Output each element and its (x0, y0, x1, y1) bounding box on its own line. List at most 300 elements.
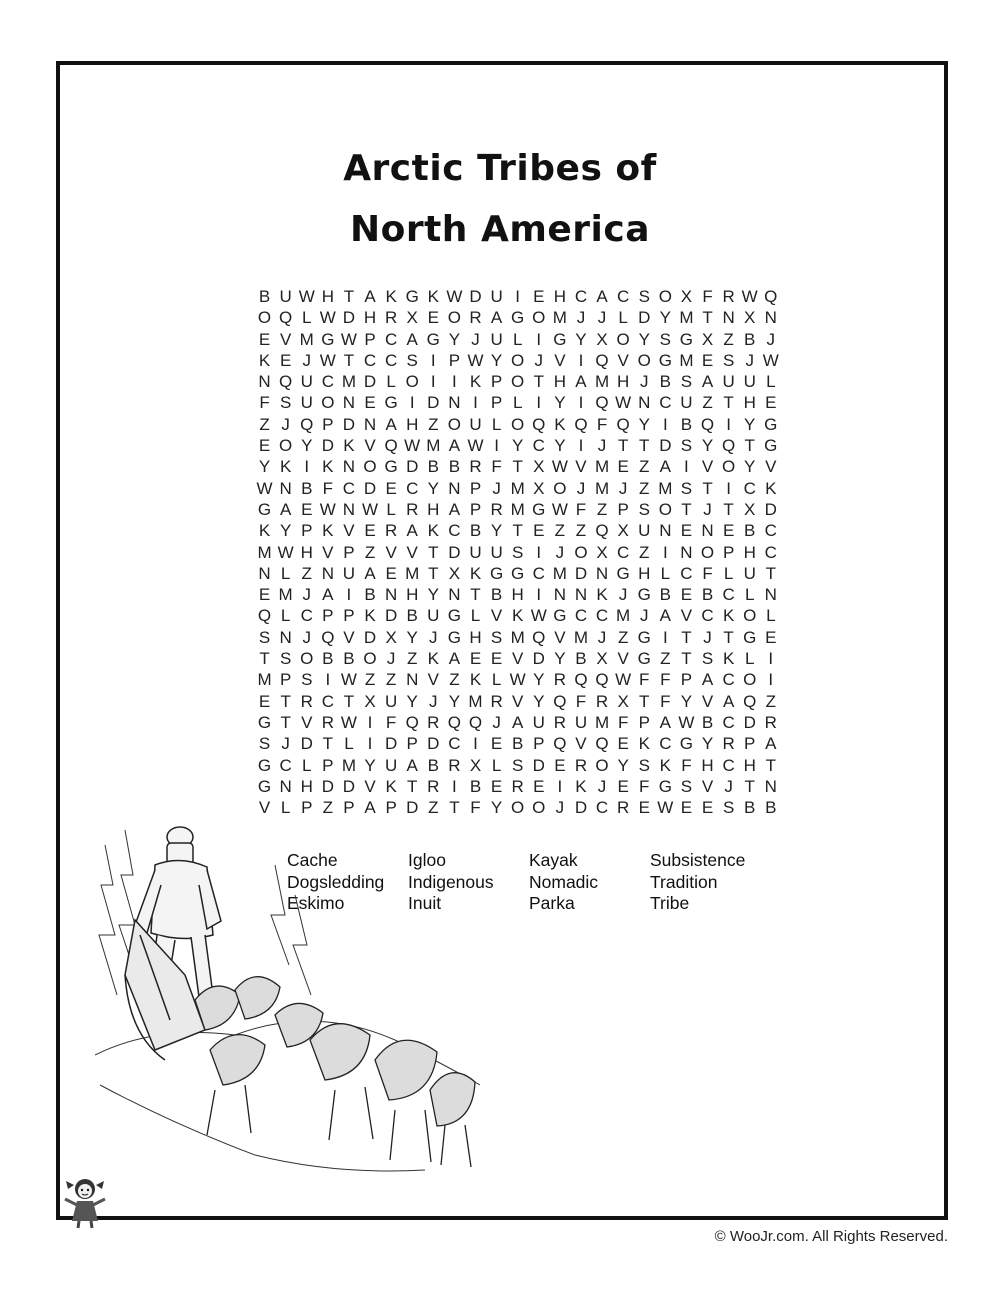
grid-letter: Y (744, 414, 756, 434)
grid-letter: G (679, 734, 694, 754)
grid-letter: V (490, 606, 503, 626)
grid-letter: V (322, 542, 334, 562)
grid-letter: R (406, 499, 419, 519)
grid-letter: X (469, 755, 482, 775)
grid-letter: P (322, 414, 334, 434)
grid-letter: W (319, 350, 336, 370)
grid-letter: P (744, 734, 756, 754)
grid-letter: M (573, 627, 589, 647)
grid-letter: U (427, 606, 440, 626)
grid-letter: E (258, 436, 271, 456)
grid-letter: U (469, 542, 482, 562)
grid-letter: C (532, 436, 545, 456)
grid-letter: U (384, 691, 398, 711)
grid-letter: W (615, 670, 632, 690)
grid-letter: H (406, 414, 419, 434)
grid-letter: M (594, 478, 610, 498)
grid-letter: C (574, 606, 588, 626)
grid-letter: G (447, 606, 461, 626)
grid-letter: M (616, 606, 631, 626)
grid-letter: T (639, 691, 650, 711)
grid-letter: L (491, 670, 502, 690)
grid-letter: T (723, 627, 734, 647)
grid-letter: C (659, 734, 672, 754)
grid-letter: J (471, 329, 480, 349)
grid-letter: J (703, 499, 712, 519)
grid-letter: J (597, 308, 607, 328)
grid-letter: G (405, 287, 419, 306)
grid-letter: K (638, 734, 650, 754)
grid-letter: G (764, 436, 778, 456)
grid-letter: C (448, 521, 461, 541)
grid-letter: D (427, 393, 440, 413)
grid-letter: O (300, 649, 314, 669)
grid-letter: H (553, 372, 566, 392)
grid-letter: M (405, 563, 420, 583)
grid-letter: A (765, 734, 777, 754)
grid-letter: B (406, 606, 418, 626)
grid-letter: C (743, 478, 756, 498)
grid-letter: U (743, 372, 756, 392)
grid-letter: T (723, 393, 734, 413)
word-list-item: Indigenous (408, 871, 494, 892)
grid-letter: I (430, 372, 436, 392)
grid-letter: Y (554, 436, 566, 456)
grid-letter: D (406, 798, 419, 818)
grid-letter: F (639, 776, 650, 796)
grid-letter: Y (301, 436, 313, 456)
grid-letter: G (553, 606, 567, 626)
grid-letter: I (662, 414, 668, 434)
grid-letter: D (743, 712, 756, 732)
word-list-item: Inuit (408, 893, 442, 913)
grid-letter: C (300, 606, 313, 626)
grid-letter: I (726, 478, 731, 498)
grid-letter: I (578, 350, 584, 370)
grid-letter: L (491, 414, 502, 434)
grid-row (254, 584, 781, 605)
grid-letter: G (257, 499, 272, 519)
grid-letter: M (299, 329, 314, 349)
grid-letter: J (576, 478, 586, 498)
grid-letter: L (386, 372, 396, 392)
grid-letter: O (321, 393, 335, 413)
grid-row (254, 435, 781, 456)
grid-letter: W (509, 670, 526, 690)
grid-letter: D (363, 372, 377, 392)
grid-letter: K (722, 649, 735, 669)
grid-letter: J (555, 542, 565, 562)
grid-letter: M (278, 585, 293, 605)
grid-letter: L (280, 606, 291, 626)
grid-letter: Y (554, 649, 566, 669)
grid-letter: I (494, 436, 499, 456)
grid-letter: A (364, 798, 376, 818)
grid-letter: P (279, 670, 292, 690)
grid-letter: Q (595, 521, 609, 541)
grid-letter: G (489, 563, 504, 583)
grid-letter: H (743, 755, 756, 775)
grid-letter: W (298, 287, 315, 306)
grid-letter: F (660, 691, 671, 711)
grid-letter: S (638, 499, 650, 519)
grid-letter: H (469, 627, 482, 647)
grid-letter: G (658, 350, 672, 370)
grid-letter: U (638, 521, 651, 541)
grid-letter: Y (406, 691, 418, 711)
grid-letter: I (557, 776, 563, 796)
grid-letter: M (594, 457, 610, 477)
grid-letter: M (658, 478, 673, 498)
grid-letter: E (364, 393, 376, 413)
grid-letter: G (764, 414, 778, 434)
grid-letter: W (340, 670, 357, 690)
grid-letter: F (322, 478, 334, 498)
grid-letter: J (639, 372, 649, 392)
grid-letter: Y (490, 798, 503, 818)
grid-letter: P (617, 499, 629, 519)
grid-letter: D (659, 436, 672, 456)
grid-letter: E (722, 521, 735, 541)
grid-letter: X (596, 329, 608, 349)
grid-letter: X (406, 308, 418, 328)
grid-letter: Q (700, 414, 715, 434)
grid-letter: Y (659, 308, 671, 328)
grid-letter: I (536, 542, 542, 562)
grid-letter: W (319, 308, 336, 328)
grid-letter: L (744, 585, 755, 605)
grid-letter: G (321, 329, 335, 349)
word-list-item: Kayak (529, 850, 578, 870)
grid-letter: Z (322, 798, 334, 818)
grid-letter: W (467, 436, 484, 456)
grid-letter: U (532, 712, 545, 732)
grid-letter: Q (574, 414, 588, 434)
grid-letter: A (512, 712, 524, 732)
grid-letter: E (258, 329, 271, 349)
grid-letter: P (406, 734, 418, 754)
grid-letter: H (638, 563, 651, 583)
grid-letter: K (343, 436, 355, 456)
grid-letter: G (511, 563, 525, 583)
grid-letter: C (659, 393, 672, 413)
grid-letter: Y (512, 436, 524, 456)
grid-letter: I (536, 329, 542, 349)
grid-letter: T (470, 585, 481, 605)
grid-letter: Z (385, 670, 397, 690)
grid-letter: Y (701, 734, 714, 754)
grid-letter: P (343, 798, 355, 818)
grid-row (254, 733, 781, 754)
grid-row (254, 286, 781, 307)
grid-letter: C (321, 372, 334, 392)
grid-letter: G (637, 627, 651, 647)
grid-letter: L (344, 734, 354, 754)
grid-letter: I (768, 649, 774, 669)
grid-letter: G (384, 393, 398, 413)
grid-letter: N (342, 499, 356, 519)
grid-letter: N (279, 627, 292, 647)
grid-letter: S (279, 393, 292, 413)
grid-letter: W (404, 436, 421, 456)
grid-letter: Q (595, 350, 609, 370)
grid-letter: E (638, 798, 650, 818)
grid-letter: A (406, 521, 418, 541)
grid-letter: W (741, 287, 758, 306)
word-list-item: Cache (287, 850, 338, 870)
grid-letter: B (659, 585, 671, 605)
grid-letter: E (490, 776, 503, 796)
grid-letter: T (681, 649, 692, 669)
grid-letter: F (681, 755, 692, 775)
grid-letter: O (574, 542, 588, 562)
grid-letter: Y (427, 585, 439, 605)
grid-letter: P (680, 670, 693, 690)
grid-letter: Q (595, 670, 609, 690)
grid-letter: F (491, 457, 502, 477)
grid-letter: R (490, 499, 503, 519)
grid-letter: O (721, 457, 736, 477)
grid-letter: W (277, 542, 294, 562)
grid-letter: J (302, 627, 311, 647)
grid-letter: C (764, 542, 777, 562)
grid-letter: N (279, 478, 292, 498)
grid-letter: M (594, 372, 610, 392)
grid-letter: J (597, 627, 607, 647)
grid-letter: L (766, 606, 776, 626)
grid-letter: D (532, 755, 545, 775)
grid-letter: C (722, 670, 735, 690)
grid-letter: I (473, 393, 478, 413)
grid-letter: V (617, 649, 629, 669)
grid-letter: T (765, 755, 776, 775)
word-list-item: Eskimo (287, 893, 345, 913)
grid-letter: H (553, 287, 566, 306)
grid-letter: M (341, 755, 356, 775)
grid-letter: S (680, 478, 693, 498)
grid-letter: V (343, 627, 355, 647)
grid-letter: C (363, 350, 377, 370)
grid-letter: B (469, 776, 482, 796)
grid-letter: D (363, 627, 377, 647)
grid-row (254, 350, 781, 371)
grid-letter: V (512, 691, 524, 711)
grid-letter: M (257, 670, 272, 690)
grid-letter: M (552, 308, 567, 328)
grid-letter: I (367, 734, 373, 754)
grid-letter: V (575, 457, 587, 477)
grid-letter: W (551, 457, 568, 477)
grid-letter: A (596, 287, 608, 306)
grid-letter: F (385, 712, 397, 732)
grid-row (254, 797, 781, 818)
grid-row (254, 456, 781, 477)
grid-letter: K (279, 457, 292, 477)
grid-letter: T (681, 627, 692, 647)
grid-letter: D (321, 776, 334, 796)
grid-letter: C (406, 478, 419, 498)
grid-letter: O (447, 414, 461, 434)
grid-letter: P (343, 606, 355, 626)
grid-letter: O (743, 606, 757, 626)
grid-letter: C (532, 563, 545, 583)
grid-letter: T (744, 776, 755, 796)
grid-letter: V (364, 436, 376, 456)
grid-letter: L (723, 563, 734, 583)
grid-letter: D (384, 606, 398, 626)
grid-row (254, 669, 781, 690)
grid-letter: F (596, 414, 608, 434)
grid-letter: A (701, 372, 714, 392)
grid-letter: G (257, 755, 272, 775)
grid-letter: S (258, 734, 271, 754)
grid-letter: T (744, 436, 755, 456)
grid-letter: B (765, 798, 777, 818)
grid-letter: E (617, 734, 629, 754)
grid-letter: H (300, 542, 313, 562)
grid-letter: V (279, 329, 292, 349)
grid-letter: E (258, 691, 271, 711)
grid-letter: O (363, 649, 377, 669)
grid-letter: J (302, 585, 311, 605)
grid-letter: T (407, 776, 418, 796)
grid-letter: G (553, 329, 567, 349)
grid-letter: I (578, 436, 584, 456)
grid-letter: A (279, 499, 292, 519)
grid-letter: Q (405, 712, 419, 732)
grid-letter: T (617, 436, 629, 456)
grid-letter: C (722, 712, 735, 732)
grid-letter: W (256, 478, 273, 498)
dog-sled-icon (95, 825, 485, 1180)
grid-letter: S (638, 755, 650, 775)
grid-letter: H (363, 308, 377, 328)
grid-letter: K (322, 521, 334, 541)
grid-letter: Q (553, 734, 567, 754)
grid-letter: Q (553, 691, 567, 711)
grid-letter: O (532, 798, 546, 818)
grid-letter: G (616, 563, 630, 583)
grid-letter: B (427, 755, 439, 775)
grid-letter: S (638, 287, 650, 306)
grid-letter: Q (595, 393, 609, 413)
grid-letter: U (490, 287, 503, 306)
grid-letter: U (680, 393, 693, 413)
grid-letter: K (554, 414, 566, 434)
grid-letter: S (680, 776, 693, 796)
grid-letter: A (385, 414, 397, 434)
grid-letter: C (701, 606, 714, 626)
grid-letter: I (325, 670, 331, 690)
grid-letter: V (364, 776, 376, 796)
grid-letter: R (469, 457, 482, 477)
grid-row (254, 691, 781, 712)
grid-letter: G (511, 308, 525, 328)
grid-letter: M (426, 436, 441, 456)
grid-letter: U (300, 393, 313, 413)
grid-letter: J (766, 329, 776, 349)
grid-letter: J (429, 691, 438, 711)
grid-letter: M (510, 627, 525, 647)
grid-letter: C (384, 329, 398, 349)
grid-letter: J (492, 712, 501, 732)
grid-letter: T (512, 521, 523, 541)
grid-letter: U (342, 563, 356, 583)
grid-letter: I (473, 734, 478, 754)
grid-letter: Y (744, 457, 756, 477)
grid-letter: E (765, 627, 777, 647)
grid-letter: Q (257, 606, 272, 626)
grid-letter: I (662, 542, 668, 562)
word-search-grid (254, 286, 781, 818)
grid-letter: Y (617, 755, 629, 775)
grid-letter: I (304, 457, 310, 477)
grid-letter: F (259, 393, 270, 413)
grid-letter: X (744, 308, 756, 328)
grid-letter: B (680, 414, 693, 434)
grid-letter: N (764, 776, 777, 796)
grid-letter: O (511, 798, 525, 818)
grid-letter: V (554, 350, 566, 370)
grid-letter: H (321, 287, 334, 306)
grid-letter: T (533, 372, 544, 392)
grid-letter: Q (574, 670, 588, 690)
grid-letter: W (530, 606, 547, 626)
grid-letter: H (406, 585, 419, 605)
word-list-item: Tribe (650, 893, 690, 913)
grid-letter: D (638, 308, 651, 328)
grid-letter: G (679, 329, 694, 349)
grid-letter: A (406, 329, 418, 349)
grid-letter: U (722, 372, 735, 392)
grid-letter: Y (448, 329, 461, 349)
grid-letter: C (574, 287, 588, 306)
page-title-line-2: North America (349, 209, 650, 250)
grid-letter: J (302, 350, 311, 370)
grid-letter: K (427, 649, 439, 669)
grid-letter: O (511, 350, 525, 370)
grid-letter: Z (407, 649, 418, 669)
grid-letter: R (722, 734, 735, 754)
grid-letter: W (762, 350, 779, 370)
grid-letter: O (447, 308, 461, 328)
grid-letter: E (533, 521, 545, 541)
grid-letter: N (258, 563, 271, 583)
grid-letter: Z (364, 670, 376, 690)
grid-letter: B (490, 585, 503, 605)
grid-letter: A (659, 457, 671, 477)
grid-letter: Z (259, 414, 270, 434)
grid-letter: S (680, 372, 693, 392)
grid-letter: Q (532, 627, 546, 647)
grid-letter: D (384, 734, 398, 754)
grid-letter: Z (428, 414, 439, 434)
grid-letter: E (701, 798, 714, 818)
grid-letter: N (448, 393, 461, 413)
grid-letter: G (257, 776, 272, 796)
grid-letter: R (384, 308, 398, 328)
grid-letter: R (300, 691, 313, 711)
grid-letter: K (596, 585, 608, 605)
grid-row (254, 478, 781, 499)
grid-row (254, 605, 781, 626)
grid-letter: Z (596, 499, 608, 519)
grid-letter: S (701, 649, 714, 669)
grid-letter: N (448, 585, 461, 605)
grid-letter: Z (660, 649, 671, 669)
grid-letter: Q (447, 712, 461, 732)
grid-letter: K (385, 287, 397, 306)
